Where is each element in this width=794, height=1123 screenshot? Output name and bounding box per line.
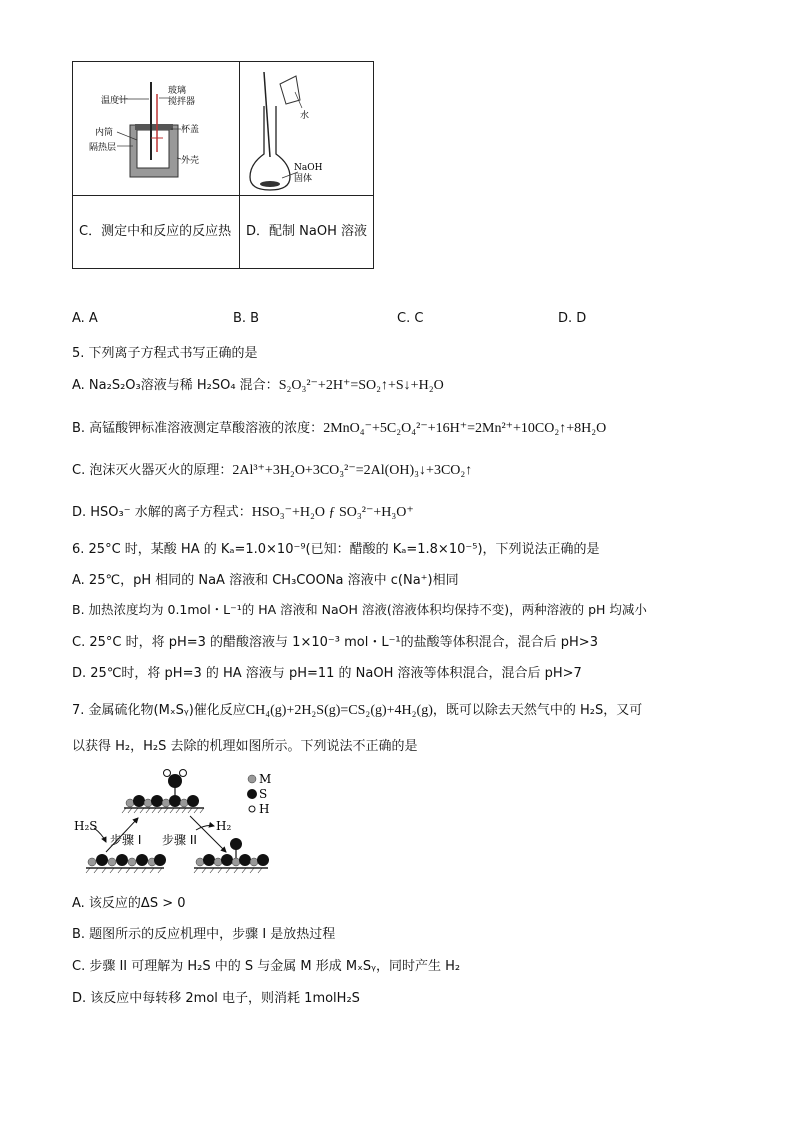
insulation-label: 隔热层 [89,143,117,153]
q4-option-d: D. D [558,311,587,326]
h2-label: H₂ [216,819,232,833]
q4-option-b: B. B [233,311,260,326]
lid [135,124,173,130]
h2s-label: H₂S [74,819,98,833]
q6-option-b: B. 加热浓度均为 0.1mol・L⁻¹的 HA 溶液和 NaOH 溶液(溶液体积均保持不变)，两种溶液的 pH 均减小 [72,602,647,617]
naoh-label-2: 固体 [294,174,313,184]
q7-option-a: A. 该反应的ΔS > 0 [72,896,186,911]
step1-label: 步骤 I [110,833,142,847]
stirrer-label-1: 玻璃 [168,86,187,96]
water-label: 水 [300,111,310,121]
inner-cup [137,130,169,168]
q5-option-d: D. HSO₃⁻ 水解的离子方程式：HSO₃⁻+H₂O ƒ SO₃²⁻+H₃O⁺ [72,505,414,520]
inner-cup-label: 内筒 [95,128,114,138]
bottom-left-atoms [88,854,166,866]
volumetric-flask-diagram [240,62,373,195]
q4-option-c: C. C [397,311,424,326]
q4-option-a: A. A [72,311,98,326]
h2-out-arrow [196,826,214,831]
naoh-solid [260,181,280,187]
shell-label: 外壳 [181,156,200,166]
lid-label: 杯盖 [181,125,200,135]
apparatus-table [72,61,374,269]
q5-option-b: B. 高锰酸钾标准溶液测定草酸溶液的浓度：2MnO₄⁻+5C₂O₄²⁻+16H⁺=2Mn²⁺+10CO₂↑+8H₂O [72,421,607,436]
beaker [280,76,300,104]
legend-h-symbol [249,806,255,812]
top-atoms [126,770,199,808]
naoh-label-1: NaOH [294,163,323,173]
glass-rod [264,72,270,157]
thermometer-label: 温度计 [101,96,129,106]
q7-option-d: D. 该反应中每转移 2mol 电子，则消耗 1molH₂S [72,991,360,1006]
legend-m-symbol [248,775,256,783]
legend-s-symbol [247,789,257,799]
figure-d-cell [240,62,374,196]
q6-stem: 6. 25°C 时，某酸 HA 的 Kₐ=1.0×10⁻⁹(已知：醋酸的 Kₐ=1.8×10⁻⁵)，下列说法正确的是 [72,542,600,557]
legend-h-label: H [259,802,270,816]
figure-c-cell [73,62,240,196]
figure-d-caption: D．配制 NaOH 溶液 [240,196,374,269]
legend-m-label: M [259,772,272,786]
q7-stem-line2: 以获得 H₂，H₂S 去除的机理如图所示。下列说法不正确的是 [72,739,418,754]
calorimeter-diagram [73,62,239,195]
q5-option-c: C. 泡沫灭火器灭火的原理：2Al³⁺+3H₂O+3CO₃²⁻=2Al(OH)₃↓+3CO₂↑ [72,463,473,478]
adsorbed-s [168,774,182,788]
q7-stem-line1: 7. 金属硫化物(MₓSᵧ)催化反应CH₄(g)+2H₂S(g)=CS₂(g)+4H₂(g)，既可以除去天然气中的 H₂S，又可 [72,703,643,718]
stirrer-label-2: 搅拌器 [168,97,196,107]
q5-option-a: A. Na₂S₂O₃溶液与稀 H₂SO₄ 混合：S₂O₃²⁻+2H⁺=SO₂↑+S↓+H₂O [72,378,444,393]
q7-option-b: B. 题图所示的反应机理中，步骤 I 是放热过程 [72,927,336,942]
legend-s-label: S [259,787,268,801]
q6-option-d: D. 25℃时，将 pH=3 的 HA 溶液与 pH=11 的 NaOH 溶液等体积混合，混合后 pH>7 [72,666,582,681]
bottom-right-atoms [196,838,269,866]
q6-option-a: A. 25℃，pH 相同的 NaA 溶液和 CH₃COONa 溶液中 c(Na⁺)相同 [72,573,459,588]
q7-option-c: C. 步骤 II 可理解为 H₂S 中的 S 与金属 M 形成 MₓSᵧ，同时产生 H₂ [72,959,461,974]
q5-stem: 5. 下列离子方程式书写正确的是 [72,346,258,361]
mechanism-diagram [72,764,292,876]
figure-c-caption: C．测定中和反应的反应热 [73,196,240,269]
step2-label: 步骤 II [162,833,197,847]
q6-option-c: C. 25°C 时，将 pH=3 的醋酸溶液与 1×10⁻³ mol・L⁻¹的盐酸等体积混合，混合后 pH>3 [72,635,598,650]
